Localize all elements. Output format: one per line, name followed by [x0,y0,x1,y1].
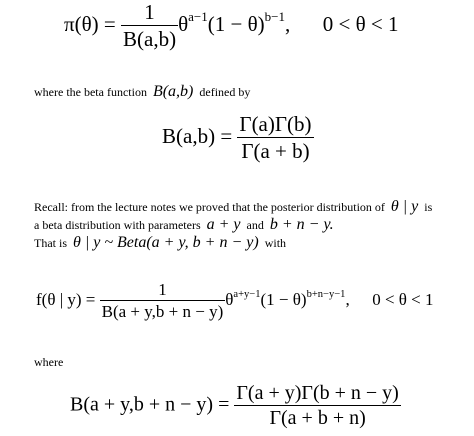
where-label: where [34,355,64,369]
prior-support: 0 < θ < 1 [322,11,399,36]
prior-fraction-numerator: 1 [144,0,155,24]
prior-lhs: π(θ) = [64,11,116,36]
posterior-beta-numerator: Γ(a + y)Γ(b + n − y) [236,382,399,404]
beta-definition-equation [162,112,314,164]
recall-line-1 [34,198,432,216]
recall-line-1-end: is [424,200,433,214]
beta-intro-after: defined by [199,85,251,99]
beta-intro-text: where the beta function [34,85,147,99]
beta-intro-line [34,83,250,101]
recall-line-1-text: Recall: from the lecture notes we proved that the posterior distribution of [34,200,385,214]
prior-theta: θ [178,11,189,36]
posterior-one-minus-theta: (1 − θ) [260,289,307,309]
recall-line-2 [34,216,337,234]
posterior-support: 0 < θ < 1 [372,289,434,309]
recall-line-2-text: a beta distribution with parameters [34,218,201,232]
prior-equation [64,0,399,52]
posterior-fraction [100,280,226,322]
recall-line-3 [34,234,286,252]
recall-line-1-math: θ | y [390,198,419,215]
beta-def-lhs: B(a,b) = [162,123,233,148]
recall-line-3-end: with [264,236,287,250]
beta-def-numerator: Γ(a)Γ(b) [239,112,312,136]
prior-comma: , [285,11,291,36]
posterior-beta-denominator: Γ(a + b + n) [234,405,400,430]
posterior-comma: , [345,289,350,309]
beta-def-denominator: Γ(a + b) [237,137,313,164]
prior-one-minus-theta: (1 − θ) [207,11,265,36]
recall-line-2-and: and [246,218,264,232]
prior-fraction [121,0,178,52]
prior-fraction-denominator: B(a,b) [123,27,177,51]
posterior-theta-exponent: a+y−1 [233,289,261,301]
recall-line-3-math: θ | y ~ Beta(a + y, b + n − y) [73,234,259,251]
posterior-beta-equation [70,382,401,430]
prior-theta-exponent: a−1 [188,9,208,25]
prior-one-minus-theta-exponent: b−1 [264,9,286,25]
posterior-lhs: f(θ | y) = [36,289,96,309]
posterior-theta: θ [225,289,234,309]
posterior-one-minus-theta-exponent: b+n−y−1 [306,289,346,301]
recall-line-2-param-a: a + y [206,216,241,233]
beta-def-fraction [237,112,313,164]
posterior-equation [36,280,434,322]
recall-line-2-param-b: b + n − y. [269,216,334,233]
posterior-beta-lhs: B(a + y,b + n − y) = [70,393,230,416]
posterior-fraction-numerator: 1 [158,280,167,299]
posterior-beta-fraction [234,382,400,430]
beta-intro-symbol: B(a,b) [152,83,194,100]
recall-line-3-text: That is [34,236,67,250]
posterior-fraction-denominator: B(a + y,b + n − y) [101,302,224,321]
